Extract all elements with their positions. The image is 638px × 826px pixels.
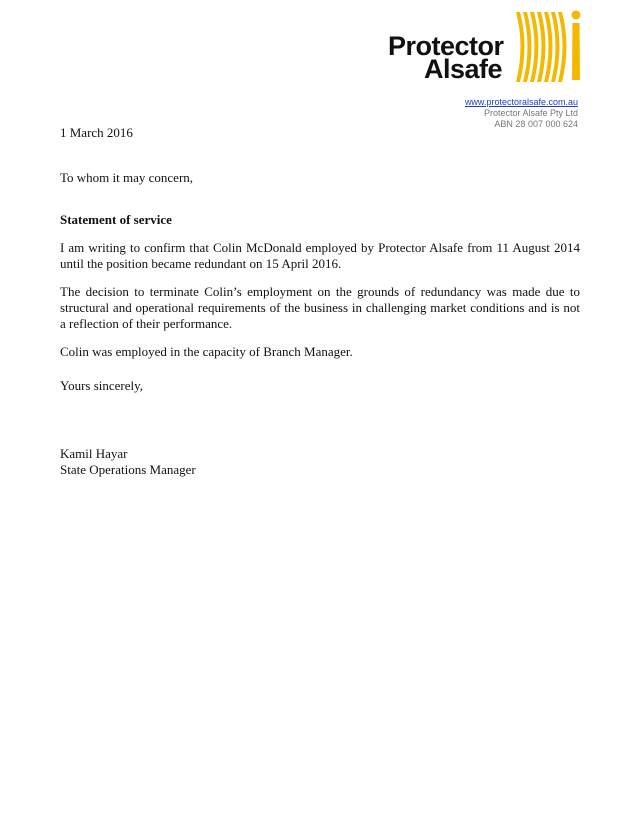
logo-wordmark-line2: Alsafe bbox=[424, 54, 503, 84]
letter-date: 1 March 2016 bbox=[60, 125, 133, 140]
closing: Yours sincerely, bbox=[60, 378, 144, 393]
paragraph-redundancy: The decision to terminate Colin’s employment on the grounds of redundancy was made due to structural and operational requirements of the business in challenging market conditions and is not a reflection of their performance. bbox=[60, 284, 580, 331]
logo-stripes-icon bbox=[508, 6, 584, 86]
signatory-name: Kamil Hayar bbox=[60, 446, 128, 461]
letter-body bbox=[60, 125, 580, 478]
letter-heading: Statement of service bbox=[60, 212, 172, 227]
paragraph-service-dates: I am writing to confirm that Colin McDonald employed by Protector Alsafe from 11 August 2014 until the position became redundant on 15 April 2016. bbox=[60, 240, 580, 271]
company-name: Protector Alsafe Pty Ltd bbox=[483, 108, 578, 118]
company-abn: ABN 28 007 000 624 bbox=[494, 119, 578, 129]
website-link[interactable]: www.protectoralsafe.com.au bbox=[464, 97, 578, 107]
paragraph-role: Colin was employed in the capacity of Branch Manager. bbox=[60, 344, 353, 359]
salutation: To whom it may concern, bbox=[60, 170, 194, 185]
logo-wordmark-line1: Protector bbox=[388, 31, 504, 61]
company-logo bbox=[388, 6, 584, 86]
signatory-title: State Operations Manager bbox=[60, 462, 196, 477]
